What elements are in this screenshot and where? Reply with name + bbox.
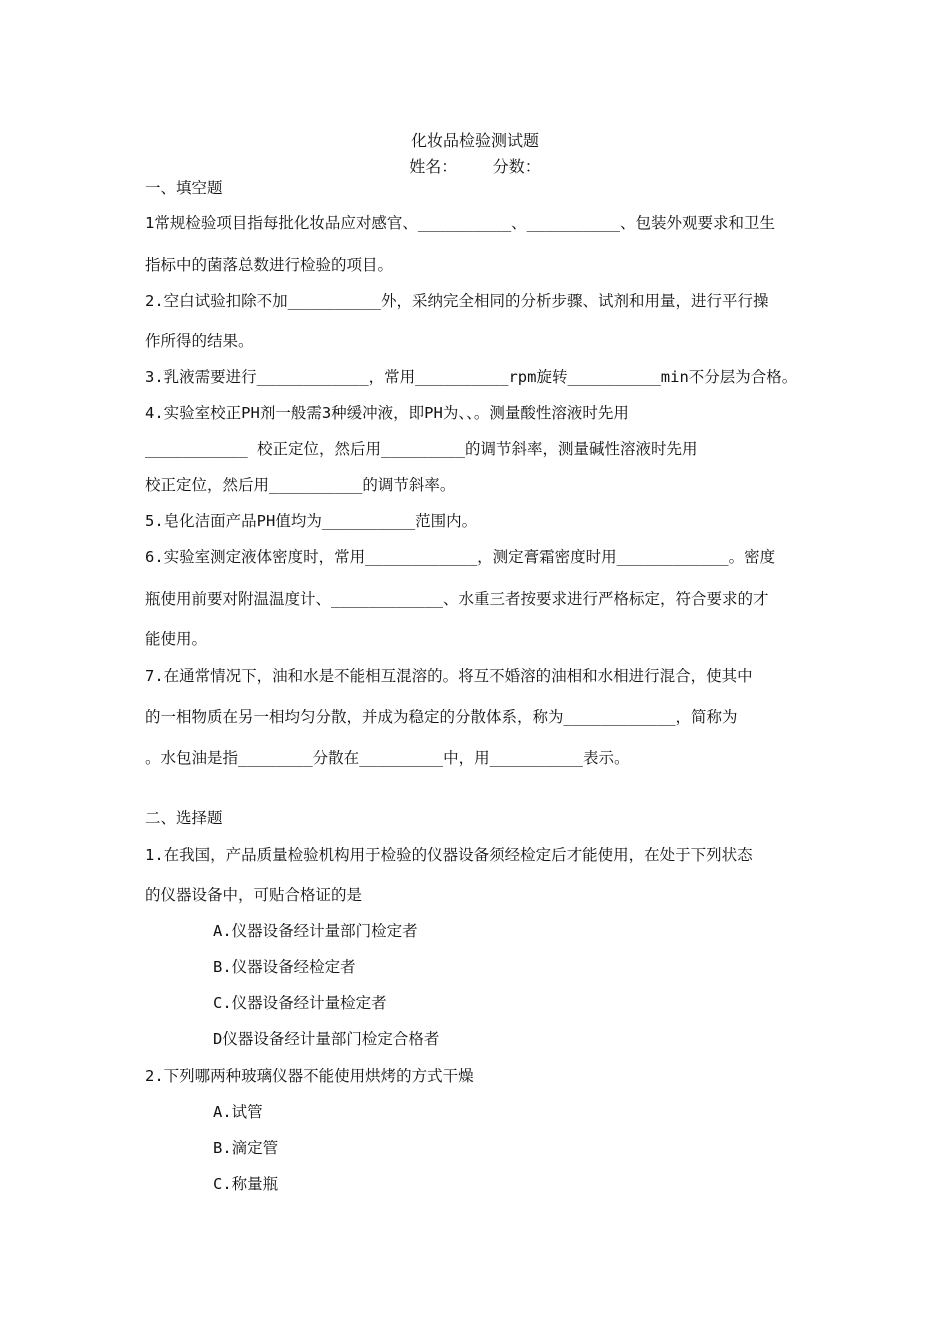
q6-line-1: 6.实验室测定液体密度时，常用____________，测定膏霜密度时用____________。密度 (145, 548, 776, 566)
q1-line-2: 指标中的菌落总数进行检验的项目。 (145, 256, 394, 274)
choice-q2-option-a: A.试管 (213, 1103, 263, 1121)
page-title: 化妆品检验测试题 (410, 131, 539, 150)
q6-line-3: 能使用。 (145, 630, 208, 648)
q4-line-2: ___________ 校正定位，然后用_________的调节斜率，测量碱性溶液时先用 (145, 440, 698, 458)
section-heading-fill-blank: 一、填空题 (145, 179, 223, 197)
q2-line-1: 2.空白试验扣除不加__________外，采纳完全相同的分析步骤、试剂和用量，进行平行操 (145, 292, 769, 310)
choice-q1-line-1: 1.在我国，产品质量检验机构用于检验的仪器设备须经检定后才能使用，在处于下列状态 (145, 846, 753, 864)
q4-line-1: 4.实验室校正PH剂一般需3种缓冲液，即PH为、、。测量酸性溶液时先用 (145, 404, 629, 422)
q5-line: 5.皂化洁面产品PH值均为__________范围内。 (145, 512, 478, 530)
choice-q1-option-b: B.仪器设备经检定者 (213, 958, 356, 976)
q7-line-3: 。水包油是指________分散在_________中，用__________表示。 (145, 749, 630, 767)
choice-q1-option-d: D仪器设备经计量部门检定合格者 (213, 1030, 440, 1048)
q7-line-2: 的一相物质在另一相均匀分散，并成为稳定的分散体系，称为____________，简称为 (145, 708, 738, 726)
choice-q1-option-a: A.仪器设备经计量部门检定者 (213, 922, 418, 940)
q6-line-2: 瓶使用前要对附温温度计、____________、水重三者按要求进行严格标定，符合要求的才 (145, 590, 769, 608)
q7-line-1: 7.在通常情况下，油和水是不能相互混溶的。将互不婚溶的油相和水相进行混合，使其中 (145, 667, 753, 685)
choice-q2-line: 2.下列哪两种玻璃仪器不能使用烘烤的方式干燥 (145, 1067, 474, 1085)
choice-q2-option-c: C.称量瓶 (213, 1175, 279, 1193)
choice-q1-line-2: 的仪器设备中，可贴合格证的是 (145, 886, 363, 904)
q4-line-3: 校正定位，然后用__________的调节斜率。 (145, 476, 456, 494)
section-heading-choice: 二、选择题 (145, 809, 223, 827)
choice-q1-option-c: C.仪器设备经计量检定者 (213, 994, 387, 1012)
q2-line-2: 作所得的结果。 (145, 332, 254, 350)
choice-q2-option-b: B.滴定管 (213, 1139, 279, 1157)
q1-line-1: 1常规检验项目指每批化妆品应对感官、__________、__________、包装外观要求和卫生 (145, 214, 775, 232)
name-score-line: 姓名： 分数： (409, 157, 541, 176)
q3-line: 3.乳液需要进行____________，常用__________rpm旋转__________min不分层为合格。 (145, 368, 798, 386)
